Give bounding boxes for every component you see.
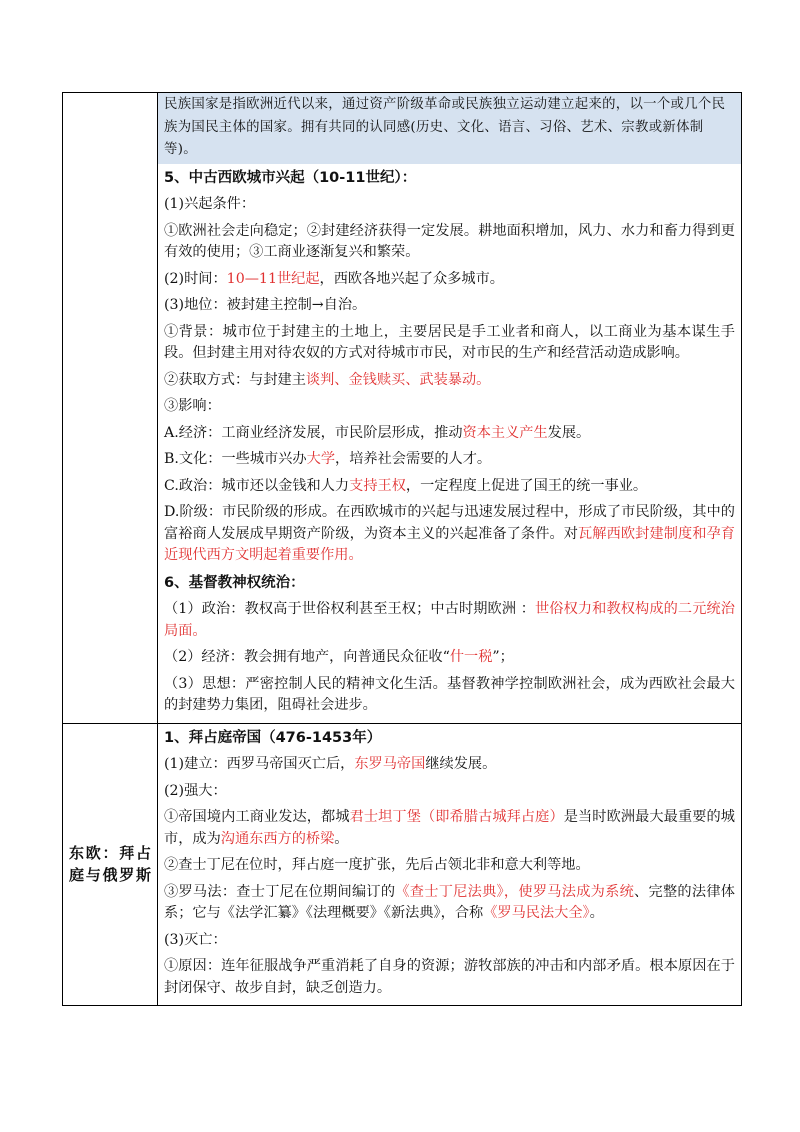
highlight-text: 《罗马民法大全》 xyxy=(483,905,590,921)
paragraph: (3)灭亡： xyxy=(164,931,227,948)
paragraph: (2)强大： xyxy=(164,782,227,799)
highlight-text: 世俗权力和教权构成的二元统治局面。 xyxy=(164,601,735,639)
text: A.经济：工商业经济发展，市民阶层形成，推动 xyxy=(164,424,463,441)
text: 、完整的法律体系；它与《法学汇纂》《法理概要》《新法典》，合称 xyxy=(164,883,735,921)
paragraph xyxy=(164,879,735,927)
paragraph: (3)地位：被封建主控制→自治。 xyxy=(164,297,367,313)
highlight-text: 10—11世纪起 xyxy=(226,270,320,287)
paragraph xyxy=(164,446,735,473)
section-heading: 5、中古西欧城市兴起（10-11世纪）： xyxy=(164,169,417,186)
content-cell xyxy=(158,723,742,1006)
paragraph xyxy=(164,804,735,852)
text: (1)建立：西罗马帝国灭亡后， xyxy=(164,756,355,772)
text: ，西欧各地兴起了众多城市。 xyxy=(319,270,504,287)
text: （2）经济：教会拥有地产，向普通民众征收“ xyxy=(164,649,450,665)
text: 是当时欧洲最大最重要的城市，成为 xyxy=(164,809,735,847)
text: ”； xyxy=(492,649,514,665)
paragraph: ①背景：城市位于封建主的土地上，主要居民是手工业者和商人，以工商业为基本谋生手段。但封建主用对待农奴的方式对待城市市民，对市民的生产和经营活动造成影响。 xyxy=(164,323,735,361)
highlight-text: 东罗马帝国 xyxy=(354,756,426,772)
text: ，一定程度上促进了国王的统一事业。 xyxy=(405,477,648,494)
highlighted-definition: 民族国家是指欧洲近代以来，通过资产阶级革命或民族独立运动建立起来的，以一个或几个民族为国民主体的国家。拥有共同的认同感(历史、文化、语言、习俗、艺术、宗教或新体制等)。 xyxy=(158,93,741,164)
text: ，培养社会需要的人才。 xyxy=(335,451,492,467)
paragraph xyxy=(164,367,735,394)
text: 。 xyxy=(589,905,604,921)
paragraph: (1)兴起条件： xyxy=(164,196,256,212)
paragraph: ①欧洲社会走向稳定；②封建经济获得一定发展。耕地面积增加，风力、水力和畜力得到更有效的使用；③工商业逐渐复兴和繁荣。 xyxy=(164,222,735,260)
highlight-text: 支持王权 xyxy=(349,477,406,494)
text: 发展。 xyxy=(547,424,591,441)
section-heading: 6、基督教神权统治： xyxy=(164,574,305,591)
notes-table xyxy=(62,92,742,1006)
row-label: 东欧：拜占庭与俄罗斯 xyxy=(69,844,151,885)
paragraph xyxy=(164,751,735,778)
text: (2)时间： xyxy=(164,270,227,287)
text: ②获取方式：与封建主 xyxy=(164,371,306,388)
text: 继续发展。 xyxy=(425,756,497,772)
text: ③罗马法：查士丁尼在位期间编订的 xyxy=(164,883,396,900)
row-label-cell xyxy=(63,723,158,1006)
paragraph: （3）思想：严密控制人民的精神文化生活。基督教神学控制欧洲社会，成为西欧社会最大的封建势力集团，阻碍社会进步。 xyxy=(164,675,735,713)
paragraph: ①原因：连年征服战争严重消耗了自身的资源；游牧部族的冲击和内部矛盾。根本原因在于封闭保守、故步自封，缺乏创造力。 xyxy=(164,958,735,996)
text: C.政治：城市还以金钱和人力 xyxy=(164,477,350,494)
paragraph xyxy=(164,266,735,293)
section-heading: 1、拜占庭帝国（476-1453年） xyxy=(164,729,382,746)
paragraph xyxy=(164,473,735,500)
text: 。 xyxy=(334,830,349,847)
text: B.文化：一些城市兴办 xyxy=(164,451,307,467)
paragraph xyxy=(164,644,735,671)
highlight-text: 谈判、金钱赎买、武装暴动。 xyxy=(305,371,491,388)
paragraph xyxy=(164,499,735,569)
paragraph: ②查士丁尼在位时，拜占庭一度扩张，先后占领北非和意大利等地。 xyxy=(164,857,590,873)
table-row xyxy=(63,93,742,724)
highlight-text: 瓦解西欧封建制度和孕育近现代西方文明起着重要作用。 xyxy=(164,525,735,563)
text: D.阶级：市民阶级的形成。在西欧城市的兴起与迅速发展过程中，形成了市民阶级，其中的富裕商人发展成早期资产阶级，为资本主义的兴起准备了条件。对 xyxy=(164,504,735,542)
highlight-text: 沟通东西方的桥梁 xyxy=(220,830,335,847)
text: （1）政治：教权高于世俗权利甚至王权；中古时期欧洲 ： xyxy=(164,601,536,617)
highlight-text: 君士坦丁堡（即希腊古城拜占庭） xyxy=(349,809,564,825)
content-cell xyxy=(158,93,742,724)
highlight-text: 《查士丁尼法典》，使罗马法成为系统 xyxy=(395,883,635,900)
paragraph xyxy=(164,596,735,644)
paragraph: ③影响： xyxy=(164,398,221,414)
highlight-text: 什一税 xyxy=(449,649,493,665)
document-page xyxy=(62,92,742,1006)
highlight-text: 大学 xyxy=(306,451,336,467)
table-row xyxy=(63,723,742,1006)
highlight-text: 资本主义产生 xyxy=(462,424,548,441)
text: ①帝国境内工商业发达，都城 xyxy=(164,809,350,825)
paragraph xyxy=(164,420,735,447)
row-label-cell xyxy=(63,93,158,724)
